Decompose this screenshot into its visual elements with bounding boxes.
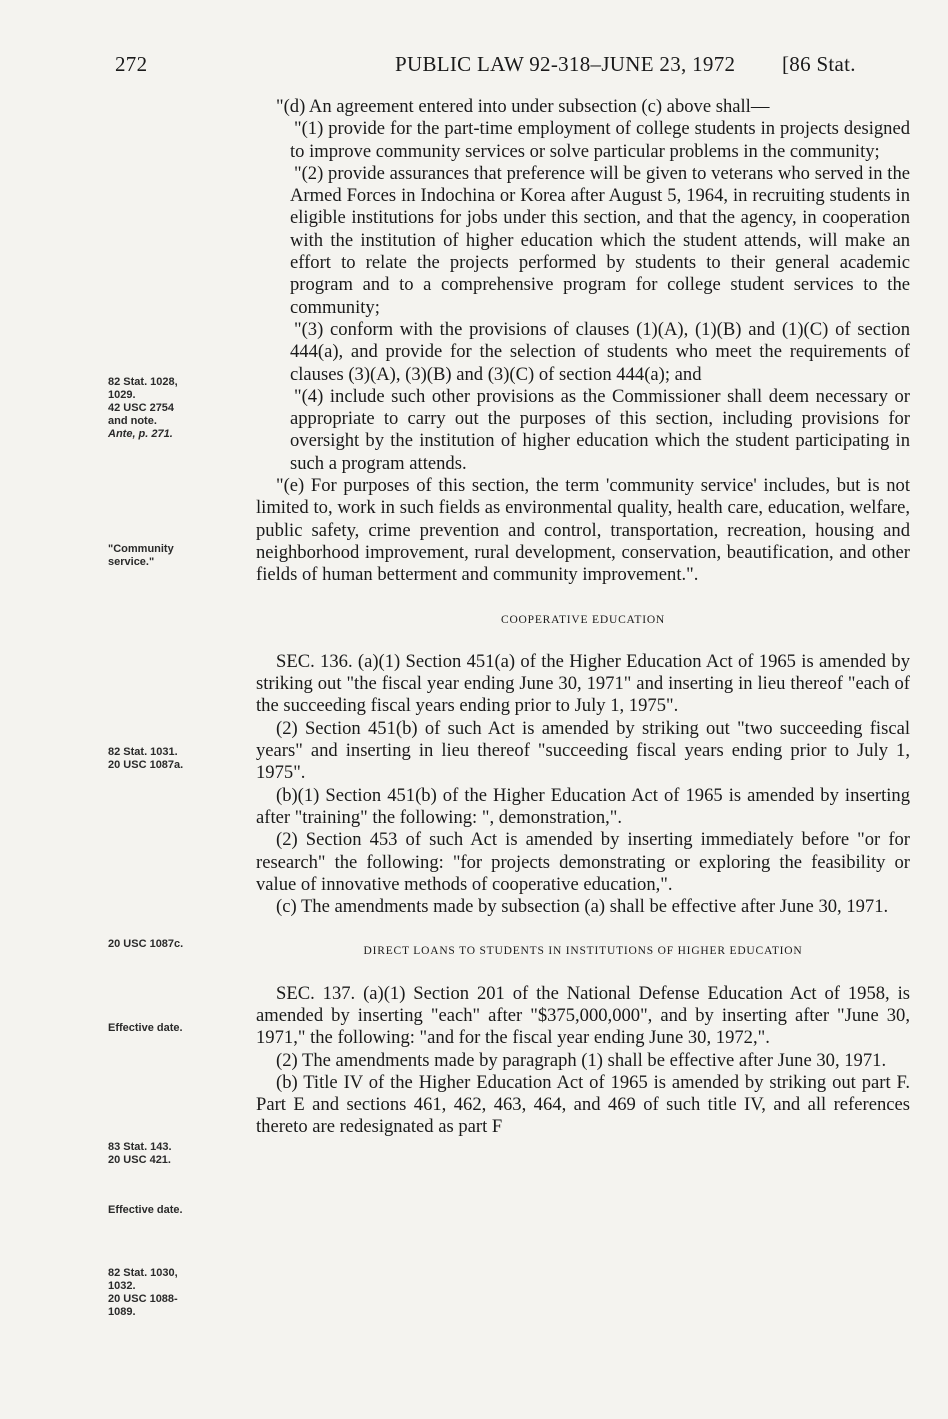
margin-note-effective-date-1 — [108, 1022, 243, 1035]
margin-note-line: 1032. — [108, 1280, 136, 1292]
section-heading-cooperative-education: COOPERATIVE EDUCATION — [500, 613, 666, 626]
page-header — [0, 52, 948, 86]
margin-note-stat-1028 — [108, 376, 243, 441]
margin-note-effective-date-2 — [108, 1204, 243, 1217]
margin-note-line: 20 USC 1087c. — [108, 938, 184, 950]
paragraph-d4: "(4) include such other provisions as the Commissioner shall deem necessary or appropriate to carry out the purposes of this section, including provisions for oversight by the institution of higher education which the student participating in such a program attends. — [290, 385, 910, 474]
margin-note-line: Ante, p. 271. — [108, 428, 173, 440]
margin-note-line: 20 USC 421. — [108, 1154, 171, 1166]
statute-volume: [86 Stat. — [782, 52, 856, 76]
margin-note-line: 1029. — [108, 389, 136, 401]
margin-note-line: "Community — [108, 543, 174, 555]
margin-note-line: 82 Stat. 1030, — [108, 1267, 178, 1279]
margin-note-line: Effective date. — [108, 1204, 183, 1216]
margin-note-stat-1031 — [108, 746, 243, 772]
sec-136-b2: (2) Section 453 of such Act is amended by inserting immediately before "or for research" the following: "for projects demonstrating or exploring the feasibility or value of innovative methods of cooperative education,". — [256, 829, 910, 895]
margin-note-line: 42 USC 2754 — [108, 402, 175, 414]
margin-note-line: 20 USC 1088- — [108, 1293, 178, 1305]
sec-137-a1: SEC. 137. (a)(1) Section 201 of the National Defense Education Act of 1958, is amended by inserting "each" after "$375,000,000", and by inserting after "June 30, 1971," the following: "and for the fiscal year ending June 30, 1972,". — [256, 982, 910, 1049]
paragraph-d3: "(3) conform with the provisions of clauses (1)(A), (1)(B) and (1)(C) of section 444(a), and provide for the selection of students who meet the requirements of clauses (3)(A), (3)(B) and (3)(C) of section 444(a); and — [290, 318, 910, 385]
margin-note-stat-143 — [108, 1141, 243, 1167]
margin-note-line: Effective date. — [108, 1022, 183, 1034]
page-number: 272 — [115, 52, 148, 76]
section-heading-direct-loans: DIRECT LOANS TO STUDENTS IN INSTITUTIONS OF HIGHER EDUCATION — [363, 945, 803, 958]
margin-note-usc-1087c — [108, 938, 243, 951]
margin-note-line: 83 Stat. 143. — [108, 1141, 172, 1153]
running-title: PUBLIC LAW 92-318–JUNE 23, 1972 — [395, 52, 736, 76]
margin-note-line: 82 Stat. 1031. — [108, 746, 178, 758]
body-text — [256, 96, 910, 1139]
margin-note-line: service." — [108, 556, 155, 568]
paragraph-d: "(d) An agreement entered into under subsection (c) above shall— — [276, 96, 770, 117]
margin-note-line: 1089. — [108, 1306, 136, 1318]
margin-note-line: 82 Stat. 1028, — [108, 376, 178, 388]
sec-136-b1: (b)(1) Section 451(b) of the Higher Education Act of 1965 is amended by inserting after "training" the following: ", demonstration,". — [256, 784, 910, 828]
margin-note-line: 20 USC 1087a. — [108, 759, 184, 771]
margin-note-community-service — [108, 543, 243, 569]
sec-136-c: (c) The amendments made by subsection (a) shall be effective after June 30, 1971. — [276, 896, 889, 918]
paragraph-e: "(e) For purposes of this section, the term 'community service' includes, but is not limited to, work in such fields as environmental quality, health care, education, welfare, public safety, crime prevention and control, transportation, recreation, housing and neighborhood improvement, rural development, conservation, beautification, and other fields of human betterment and community improvement.". — [256, 475, 910, 586]
sec-137-a2: (2) The amendments made by paragraph (1) shall be effective after June 30, 1971. — [276, 1049, 887, 1071]
sec-136-a2: (2) Section 451(b) of such Act is amended by striking out "two succeeding fiscal years" and inserting in lieu thereof "succeeding fiscal years ending prior to July 1, 1975". — [256, 717, 910, 784]
margin-note-line: and note. — [108, 415, 157, 427]
sec-136-a1: SEC. 136. (a)(1) Section 451(a) of the Higher Education Act of 1965 is amended by striking out "the fiscal year ending June 30, 1971" and inserting in lieu thereof "each of the succeeding fiscal years ending prior to July 1, 1975". — [256, 650, 910, 717]
margin-note-stat-1030 — [108, 1267, 243, 1319]
paragraph-d2: "(2) provide assurances that preference will be given to veterans who served in the Armed Forces in Indochina or Korea after August 5, 1964, in recruiting students in eligible institutions for jobs under this section, and that the agency, in cooperation with the institution of higher education which the student attends, will make an effort to relate the projects performed by students to their general academic program and to a comprehensive program for college student services to the community; — [290, 162, 910, 318]
sec-137-b: (b) Title IV of the Higher Education Act of 1965 is amended by striking out part F. Part E and sections 461, 462, 463, 464, and 469 of such title IV, and all references thereto are redesignated as part F — [256, 1071, 910, 1138]
paragraph-d1: "(1) provide for the part-time employment of college students in projects designed to improve community services or solve particular problems in the community; — [290, 118, 910, 162]
